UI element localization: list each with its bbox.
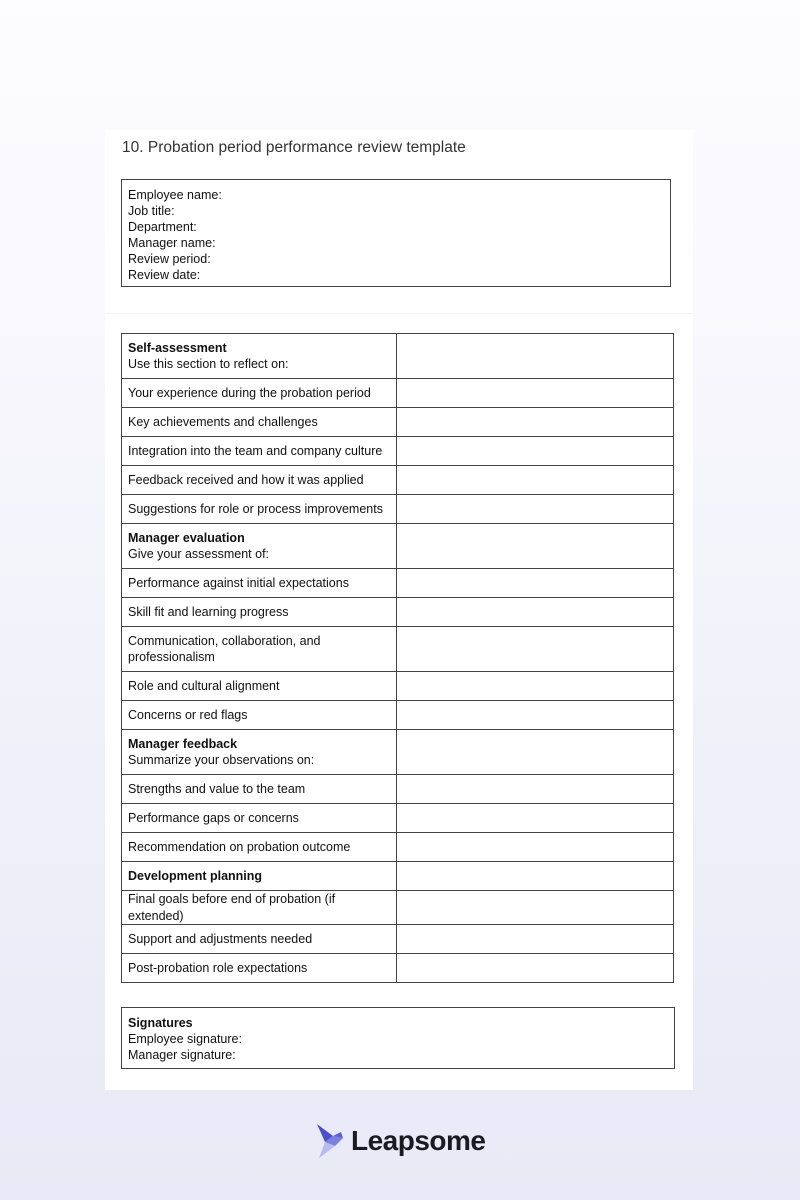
response-cell[interactable]	[397, 862, 674, 891]
response-cell[interactable]	[397, 891, 674, 925]
row-text: Final goals before end of probation (if extended)	[128, 892, 336, 923]
table-row	[122, 862, 674, 891]
response-cell[interactable]	[397, 466, 674, 495]
table-row	[122, 495, 674, 524]
table-row	[122, 804, 674, 833]
table-row	[122, 775, 674, 804]
response-cell[interactable]	[397, 833, 674, 862]
row-label-cell	[122, 775, 397, 804]
row-text: Strengths and value to the team	[128, 781, 306, 796]
response-cell[interactable]	[397, 598, 674, 627]
row-label-cell	[122, 862, 397, 891]
table-row	[122, 408, 674, 437]
table-row	[122, 569, 674, 598]
row-label-cell	[122, 495, 397, 524]
response-cell[interactable]	[397, 804, 674, 833]
response-cell[interactable]	[397, 672, 674, 701]
row-label-cell	[122, 730, 397, 775]
employee-info-box	[121, 179, 671, 287]
row-label-cell	[122, 925, 397, 954]
section-heading: Development planning	[128, 868, 263, 883]
response-cell[interactable]	[397, 701, 674, 730]
signature-field: Manager signature:	[128, 1048, 236, 1062]
response-cell[interactable]	[397, 334, 674, 379]
info-field: Employee name:	[128, 188, 222, 202]
row-label-cell	[122, 334, 397, 379]
row-label-cell	[122, 598, 397, 627]
row-text: Summarize your observations on:	[128, 753, 315, 767]
document-page	[105, 130, 693, 1090]
section-heading: Manager feedback	[128, 736, 238, 751]
table-row	[122, 598, 674, 627]
row-text: Performance against initial expectations	[128, 575, 349, 590]
row-label-cell	[122, 408, 397, 437]
signature-field: Employee signature:	[128, 1032, 242, 1046]
table-row	[122, 672, 674, 701]
info-field: Department:	[128, 220, 197, 234]
table-row	[122, 524, 674, 569]
row-text: Concerns or red flags	[128, 707, 248, 722]
brand-name: Leapsome	[351, 1125, 486, 1156]
leapsome-bird-icon	[315, 1122, 345, 1160]
response-cell[interactable]	[397, 730, 674, 775]
page-title: 10. Probation period performance review template	[122, 139, 466, 156]
response-cell[interactable]	[397, 408, 674, 437]
info-field: Review period:	[128, 252, 211, 266]
info-field: Manager name:	[128, 236, 216, 250]
leapsome-logo	[315, 1122, 486, 1160]
response-cell[interactable]	[397, 495, 674, 524]
row-label-cell	[122, 804, 397, 833]
row-text: Performance gaps or concerns	[128, 810, 299, 825]
review-table	[121, 333, 674, 983]
response-cell[interactable]	[397, 925, 674, 954]
row-label-cell	[122, 379, 397, 408]
response-cell[interactable]	[397, 524, 674, 569]
response-cell[interactable]	[397, 954, 674, 983]
signatures-heading: Signatures	[128, 1016, 193, 1030]
table-row	[122, 954, 674, 983]
info-field: Job title:	[128, 204, 175, 218]
row-label-cell	[122, 437, 397, 466]
row-label-cell	[122, 954, 397, 983]
row-label-cell	[122, 524, 397, 569]
signatures-box	[121, 1007, 675, 1069]
table-row	[122, 730, 674, 775]
response-cell[interactable]	[397, 775, 674, 804]
table-row	[122, 701, 674, 730]
section-heading: Self-assessment	[128, 340, 227, 355]
row-text: Suggestions for role or process improvements	[128, 501, 383, 516]
response-cell[interactable]	[397, 569, 674, 598]
section-heading: Manager evaluation	[128, 530, 245, 545]
row-text: Your experience during the probation period	[128, 385, 371, 400]
row-label-cell	[122, 569, 397, 598]
response-cell[interactable]	[397, 627, 674, 672]
row-text: Communication, collaboration, and professionalism	[128, 633, 321, 664]
response-cell[interactable]	[397, 437, 674, 466]
row-text: Key achievements and challenges	[128, 414, 318, 429]
row-label-cell	[122, 891, 397, 925]
row-label-cell	[122, 833, 397, 862]
row-text: Recommendation on probation outcome	[128, 839, 351, 854]
row-label-cell	[122, 672, 397, 701]
table-row	[122, 379, 674, 408]
table-row	[122, 891, 674, 925]
table-row	[122, 833, 674, 862]
row-label-cell	[122, 701, 397, 730]
row-text: Integration into the team and company culture	[128, 443, 383, 458]
divider	[105, 313, 693, 314]
row-text: Post-probation role expectations	[128, 960, 308, 975]
row-label-cell	[122, 466, 397, 495]
info-field: Review date:	[128, 268, 201, 282]
row-text: Give your assessment of:	[128, 547, 270, 561]
table-row	[122, 334, 674, 379]
row-text: Skill fit and learning progress	[128, 604, 289, 619]
row-label-cell	[122, 627, 397, 672]
row-text: Feedback received and how it was applied	[128, 472, 364, 487]
row-text: Use this section to reflect on:	[128, 357, 289, 371]
table-row	[122, 925, 674, 954]
row-text: Role and cultural alignment	[128, 678, 280, 693]
table-row	[122, 627, 674, 672]
table-row	[122, 437, 674, 466]
row-text: Support and adjustments needed	[128, 931, 313, 946]
table-row	[122, 466, 674, 495]
response-cell[interactable]	[397, 379, 674, 408]
